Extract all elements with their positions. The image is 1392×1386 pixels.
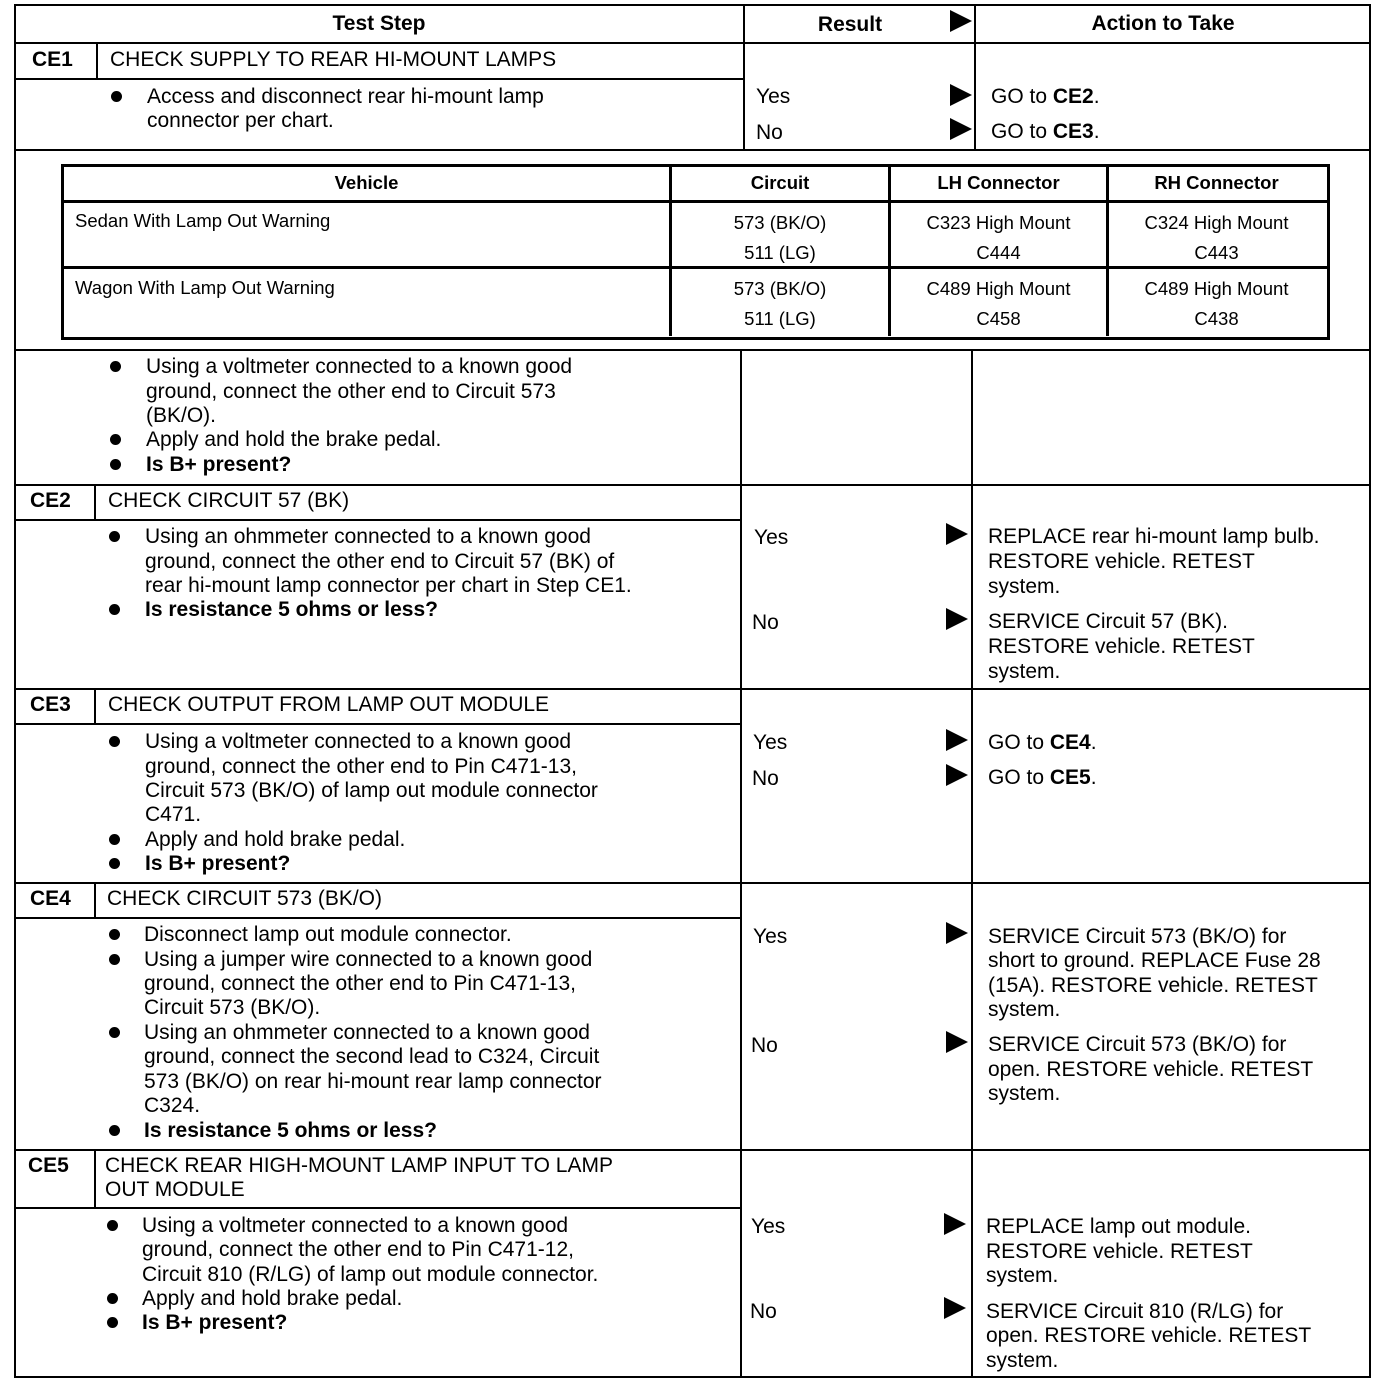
bullet-icon	[110, 434, 121, 445]
table-border	[14, 4, 1371, 6]
action-no: SERVICE Circuit 573 (BK/O) for	[988, 1033, 1287, 1056]
col-header-lh: LH Connector	[937, 172, 1060, 193]
action-yes: GO to CE4.	[988, 731, 1097, 754]
result-yes: Yes	[754, 526, 789, 549]
action-no: open. RESTORE vehicle. RETEST	[986, 1324, 1312, 1347]
step-text: Access and disconnect rear hi-mount lamp	[147, 85, 544, 108]
table-cell-lh: C489 High Mount	[926, 278, 1071, 299]
step-text: Using a jumper wire connected to a known good	[144, 948, 593, 971]
table-border	[740, 349, 742, 1377]
action-yes: (15A). RESTORE vehicle. RETEST	[988, 974, 1318, 997]
bullet-icon	[107, 1293, 118, 1304]
arrow-right-icon	[946, 922, 968, 944]
arrow-right-icon	[946, 764, 968, 786]
bullet-icon	[109, 604, 120, 615]
table-cell-circuit: 511 (LG)	[744, 242, 816, 263]
action-no: system.	[988, 660, 1061, 683]
table-border	[14, 78, 744, 80]
bullet-icon	[107, 1220, 118, 1231]
arrow-right-icon	[946, 1031, 968, 1053]
step-text: Using an ohmmeter connected to a known good	[145, 525, 591, 548]
step-title-ce1: CHECK SUPPLY TO REAR HI-MOUNT LAMPS	[110, 48, 557, 71]
table-cell-circuit: 511 (LG)	[744, 308, 816, 329]
table-cell-circuit: 573 (BK/O)	[733, 212, 827, 233]
step-question: Is B+ present?	[145, 852, 291, 875]
table-border	[971, 349, 973, 1377]
result-yes: Yes	[756, 85, 791, 108]
table-border	[14, 1376, 1371, 1378]
bullet-icon	[109, 858, 120, 869]
table-border	[14, 882, 1371, 884]
arrow-right-icon	[946, 523, 968, 545]
action-yes: system.	[988, 998, 1061, 1021]
table-border	[1369, 4, 1371, 1378]
bullet-icon	[110, 361, 121, 372]
table-cell-circuit: 573 (BK/O)	[733, 278, 827, 299]
step-question: Is resistance 5 ohms or less?	[145, 598, 438, 621]
step-id-ce5: CE5	[28, 1154, 69, 1177]
step-text: ground, connect the other end to Pin C471-13,	[144, 972, 576, 995]
arrow-right-icon	[950, 84, 972, 106]
table-border	[14, 688, 1371, 690]
step-title-ce4: CHECK CIRCUIT 573 (BK/O)	[107, 887, 382, 910]
step-id-ce3: CE3	[30, 693, 71, 716]
action-yes: REPLACE lamp out module.	[986, 1215, 1251, 1238]
result-yes: Yes	[753, 925, 788, 948]
table-border	[94, 688, 96, 725]
step-title-ce5: OUT MODULE	[105, 1178, 245, 1201]
step-text: 573 (BK/O) on rear hi-mount rear lamp connector	[144, 1070, 602, 1093]
action-yes: SERVICE Circuit 573 (BK/O) for	[988, 925, 1287, 948]
step-text: ground, connect the other end to Pin C471-13,	[145, 755, 577, 778]
step-question: Is B+ present?	[142, 1311, 288, 1334]
bullet-icon	[109, 736, 120, 747]
table-border	[14, 1149, 1371, 1151]
action-no: SERVICE Circuit 57 (BK).	[988, 610, 1229, 633]
result-no: No	[752, 767, 779, 790]
arrow-right-icon	[944, 1213, 966, 1235]
result-no: No	[756, 121, 783, 144]
action-no: GO to CE3.	[991, 120, 1100, 143]
table-border	[14, 4, 16, 1378]
table-border	[14, 484, 1371, 486]
action-no: SERVICE Circuit 810 (R/LG) for	[986, 1300, 1284, 1323]
result-yes: Yes	[753, 731, 788, 754]
col-header-rh: RH Connector	[1154, 172, 1279, 193]
action-yes: system.	[986, 1264, 1059, 1287]
step-text: ground, connect the second lead to C324, Circuit	[144, 1045, 600, 1068]
step-text: Circuit 573 (BK/O) of lamp out module connector	[145, 779, 598, 802]
table-border	[14, 1207, 741, 1209]
bullet-icon	[110, 459, 121, 470]
step-question: Is resistance 5 ohms or less?	[144, 1119, 437, 1142]
col-header-circuit: Circuit	[750, 172, 810, 193]
table-border	[94, 484, 96, 521]
step-title-ce3: CHECK OUTPUT FROM LAMP OUT MODULE	[108, 693, 550, 716]
step-title-ce2: CHECK CIRCUIT 57 (BK)	[108, 489, 350, 512]
table-cell-rh: C324 High Mount	[1144, 212, 1289, 233]
step-text: Circuit 810 (R/LG) of lamp out module connector.	[142, 1263, 599, 1286]
col-header-vehicle: Vehicle	[334, 172, 399, 193]
table-border	[14, 42, 1371, 44]
table-border	[14, 149, 1371, 151]
header-test-step: Test Step	[332, 12, 426, 35]
action-no: GO to CE5.	[988, 766, 1097, 789]
table-cell-lh: C444	[976, 242, 1021, 263]
bullet-icon	[109, 834, 120, 845]
bullet-icon	[109, 1125, 120, 1136]
table-cell-rh: C438	[1194, 308, 1239, 329]
result-yes: Yes	[751, 1215, 786, 1238]
arrow-right-icon	[950, 118, 972, 140]
step-text: Apply and hold the brake pedal.	[146, 428, 442, 451]
step-id-ce1: CE1	[32, 48, 73, 71]
action-yes: system.	[988, 575, 1061, 598]
step-title-ce5: CHECK REAR HIGH-MOUNT LAMP INPUT TO LAMP	[105, 1154, 613, 1177]
step-text: Circuit 573 (BK/O).	[144, 996, 321, 1019]
bullet-icon	[107, 1317, 118, 1328]
table-cell-vehicle: Sedan With Lamp Out Warning	[75, 210, 331, 231]
table-border	[94, 1149, 96, 1209]
step-text: Using a voltmeter connected to a known good	[146, 355, 573, 378]
bullet-icon	[109, 954, 120, 965]
action-no: system.	[986, 1349, 1059, 1372]
table-border	[14, 519, 741, 521]
result-no: No	[752, 611, 779, 634]
step-question: Is B+ present?	[146, 453, 292, 476]
step-text: Apply and hold brake pedal.	[145, 828, 406, 851]
table-border	[94, 882, 96, 919]
action-no: open. RESTORE vehicle. RETEST	[988, 1058, 1314, 1081]
table-border	[14, 349, 1371, 351]
table-cell-lh: C323 High Mount	[926, 212, 1071, 233]
action-yes: short to ground. REPLACE Fuse 28	[988, 949, 1321, 972]
step-text: Apply and hold brake pedal.	[142, 1287, 403, 1310]
table-cell-rh: C489 High Mount	[1144, 278, 1289, 299]
step-id-ce2: CE2	[30, 489, 71, 512]
result-no: No	[750, 1300, 777, 1323]
step-text: ground, connect the other end to Circuit 57 (BK) of	[145, 550, 615, 573]
action-yes: REPLACE rear hi-mount lamp bulb.	[988, 525, 1320, 548]
header-result: Result	[817, 13, 883, 36]
table-border	[61, 200, 1327, 203]
table-cell-rh: C443	[1194, 242, 1239, 263]
table-border	[96, 42, 98, 79]
table-cell-lh: C458	[976, 308, 1021, 329]
bullet-icon	[109, 929, 120, 940]
step-text: ground, connect the other end to Pin C471-12,	[142, 1238, 574, 1261]
step-id-ce4: CE4	[30, 887, 71, 910]
arrow-right-icon	[950, 10, 972, 32]
table-cell-vehicle: Wagon With Lamp Out Warning	[75, 277, 335, 298]
action-yes: RESTORE vehicle. RETEST	[988, 550, 1255, 573]
step-text: ground, connect the other end to Circuit 573	[146, 380, 556, 403]
step-text: (BK/O).	[146, 404, 217, 427]
table-border	[14, 917, 741, 919]
action-yes: RESTORE vehicle. RETEST	[986, 1240, 1253, 1263]
step-text: C471.	[145, 803, 202, 826]
bullet-icon	[111, 91, 122, 102]
step-text: Using an ohmmeter connected to a known good	[144, 1021, 590, 1044]
bullet-icon	[109, 1027, 120, 1038]
arrow-right-icon	[946, 608, 968, 630]
step-text: C324.	[144, 1094, 201, 1117]
step-text: Disconnect lamp out module connector.	[144, 923, 512, 946]
table-border	[14, 723, 741, 725]
arrow-right-icon	[946, 729, 968, 751]
step-text: connector per chart.	[147, 109, 334, 132]
header-action: Action to Take	[1091, 12, 1235, 35]
result-no: No	[751, 1034, 778, 1057]
step-text: Using a voltmeter connected to a known good	[145, 730, 572, 753]
action-no: RESTORE vehicle. RETEST	[988, 635, 1255, 658]
step-text: Using a voltmeter connected to a known good	[142, 1214, 569, 1237]
bullet-icon	[109, 531, 120, 542]
arrow-right-icon	[944, 1297, 966, 1319]
action-yes: GO to CE2.	[991, 85, 1100, 108]
step-text: rear hi-mount lamp connector per chart in Step CE1.	[145, 574, 632, 597]
action-no: system.	[988, 1082, 1061, 1105]
